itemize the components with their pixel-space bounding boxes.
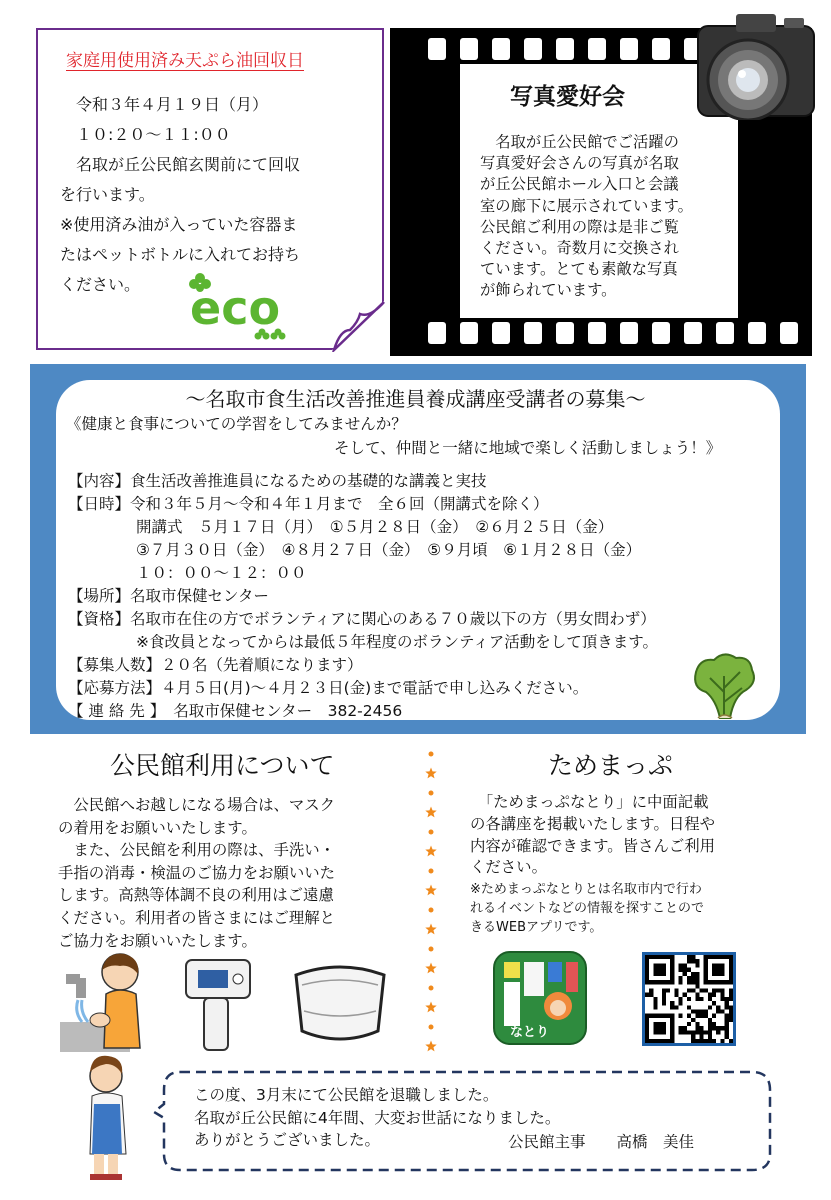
farewell-signature: 公民館主事 高橋 美佳 (508, 1133, 695, 1151)
handwashing-illustration (60, 952, 170, 1052)
qr-code[interactable] (642, 952, 736, 1046)
vegetable-icon (690, 648, 760, 722)
course-row-text: ４月５日(月)～４月２３日(金)まで電話で申し込みください。 (161, 679, 589, 697)
course-row-text: 名取市保健センター 382-2456 (173, 702, 403, 720)
photo-club-title: 写真愛好会 (510, 84, 625, 110)
film-hole (780, 322, 798, 344)
course-row-text: ※食改員となってからは最低５年程度のボランティア活動をして頂きます。 (136, 633, 659, 651)
film-hole (748, 322, 766, 344)
tamemappu-app-icon[interactable] (492, 950, 588, 1046)
course-row-qualification (68, 608, 656, 630)
course-row-label: 【募集人数】 (68, 656, 162, 674)
divider-dot (429, 752, 434, 757)
film-hole (556, 322, 574, 344)
film-hole (492, 38, 510, 60)
course-row-note (136, 631, 658, 653)
course-row-text: ③７月３０日（金） ④８月２７日（金） ⑤９月頃 ⑥１月２８日（金） (136, 541, 642, 559)
course-row-text: １０：００～１２：００ (136, 564, 307, 582)
course-row-text: 名取市保健センター (130, 587, 269, 605)
film-hole (524, 38, 542, 60)
course-row-text: ２０名（先着順になります） (161, 656, 363, 674)
tamemappu-note: ※ためまっぷなとりとは名取市内で行わ れるイベントなどの情報を探すことので きるWEBアプリです。 (470, 882, 705, 935)
film-hole (556, 38, 574, 60)
divider-star (425, 807, 436, 818)
course-row-dates-2 (136, 539, 641, 561)
film-hole (588, 322, 606, 344)
divider-star (425, 846, 436, 857)
kominkan-text: 公民館へお越しになる場合は、マスク の着用をお願いいたします。 また、公民館を利用の際は、手洗い・ 手指の消毒・検温のご協力をお願いいた します。高熱等体調不良の利用はご遠慮 ください。利用者の皆さまにはご理解と ご協力をお願いいたします。 (58, 796, 336, 950)
course-row-text: 名取市在住の方でボランティアに関心のある７０歳以下の方（男女問わず） (130, 610, 656, 628)
divider-dot (429, 908, 434, 913)
film-hole (620, 322, 638, 344)
course-subtitle-2: そして、仲間と一緒に地域で楽しく活動しましょう！》 (334, 439, 722, 457)
divider-dot (429, 986, 434, 991)
divider-star (425, 885, 436, 896)
course-row-label: 【応募方法】 (68, 679, 162, 697)
divider-star (425, 768, 436, 779)
course-row-content (68, 470, 487, 492)
film-hole (684, 322, 702, 344)
course-row-capacity (68, 654, 363, 676)
course-row-datetime (68, 493, 549, 515)
mask-illustration (286, 955, 394, 1045)
eco-logo-text: eco (190, 281, 281, 335)
film-hole (652, 38, 670, 60)
film-hole (716, 322, 734, 344)
course-row-label: 【場所】 (68, 587, 131, 605)
film-hole (620, 38, 638, 60)
oil-collection-text: 令和３年４月１９日（月） １０:２０～１１:００ 名取が丘公民館玄関前にて回収 を行います。 ※使用済み油が入っていた容器ま たはペットボトルに入れてお持ち ください。 (60, 95, 301, 294)
course-subtitle-1: 《健康と食事についての学習をしてみませんか？ (66, 415, 407, 433)
course-row-text: 食生活改善推進員になるための基礎的な講義と実技 (130, 472, 487, 490)
course-row-label: 【日時】 (68, 495, 131, 513)
divider-star (425, 1002, 436, 1013)
course-row-dates-1 (136, 516, 613, 538)
film-hole (524, 322, 542, 344)
oil-collection-title: 家庭用使用済み天ぷら油回収日 (66, 51, 304, 71)
course-row-label: 【内容】 (68, 472, 131, 490)
divider-star (425, 1041, 436, 1052)
app-label: なとり (510, 1025, 550, 1040)
page-curl (330, 300, 385, 352)
film-hole (460, 38, 478, 60)
divider-dot (429, 791, 434, 796)
divider-dot (429, 869, 434, 874)
film-hole (428, 322, 446, 344)
divider-star (425, 963, 436, 974)
course-row-text: 開講式 ５月１７日（月） ①５月２８日（金） ②６月２５日（金） (136, 518, 614, 536)
film-hole (428, 38, 446, 60)
divider-dot (429, 947, 434, 952)
kominkan-title: 公民館利用について (110, 751, 335, 780)
course-row-label: 【資格】 (68, 610, 131, 628)
film-hole (588, 38, 606, 60)
course-row-apply (68, 677, 588, 699)
dotted-star-divider (424, 748, 438, 1058)
tamemappu-text: 「ためまっぷなとり」に中面記載 の各講座を掲載いたします。日程や 内容が確認できます。皆さんご利用 ください。 (470, 793, 716, 877)
course-row-place (68, 585, 269, 607)
divider-dot (429, 1025, 434, 1030)
course-title: ～名取市食生活改善推進員養成講座受講者の募集～ (185, 387, 646, 411)
eco-logo (186, 270, 296, 340)
course-row-text: 令和３年５月～令和４年１月まで 全６回（開講式を除く） (130, 495, 549, 513)
film-hole (652, 322, 670, 344)
divider-dot (429, 830, 434, 835)
staff-bowing-illustration (76, 1050, 152, 1182)
divider-star (425, 924, 436, 935)
film-hole (460, 322, 478, 344)
course-row-label: 【 連 絡 先 】 (68, 702, 166, 720)
thermometer-illustration (184, 958, 254, 1054)
camera-icon (690, 8, 818, 120)
course-row-contact (68, 700, 402, 722)
photo-club-text: 名取が丘公民館でご活躍の 写真愛好会さんの写真が名取 が丘公民館ホール入口と会議 室の廊下に展示されています。 公民館ご利用の際は是非ご覧 ください。奇数月に交換され ています。とても素敵な写真 が飾られています。 (480, 133, 693, 300)
tamemappu-title: ためまっぷ (548, 751, 674, 780)
farewell-message: この度、3月末にて公民館を退職しました。 名取が丘公民館に4年間、大変お世話になりました。 ありがとうございました。 (194, 1086, 561, 1150)
film-hole (492, 322, 510, 344)
course-row-time (136, 562, 307, 584)
